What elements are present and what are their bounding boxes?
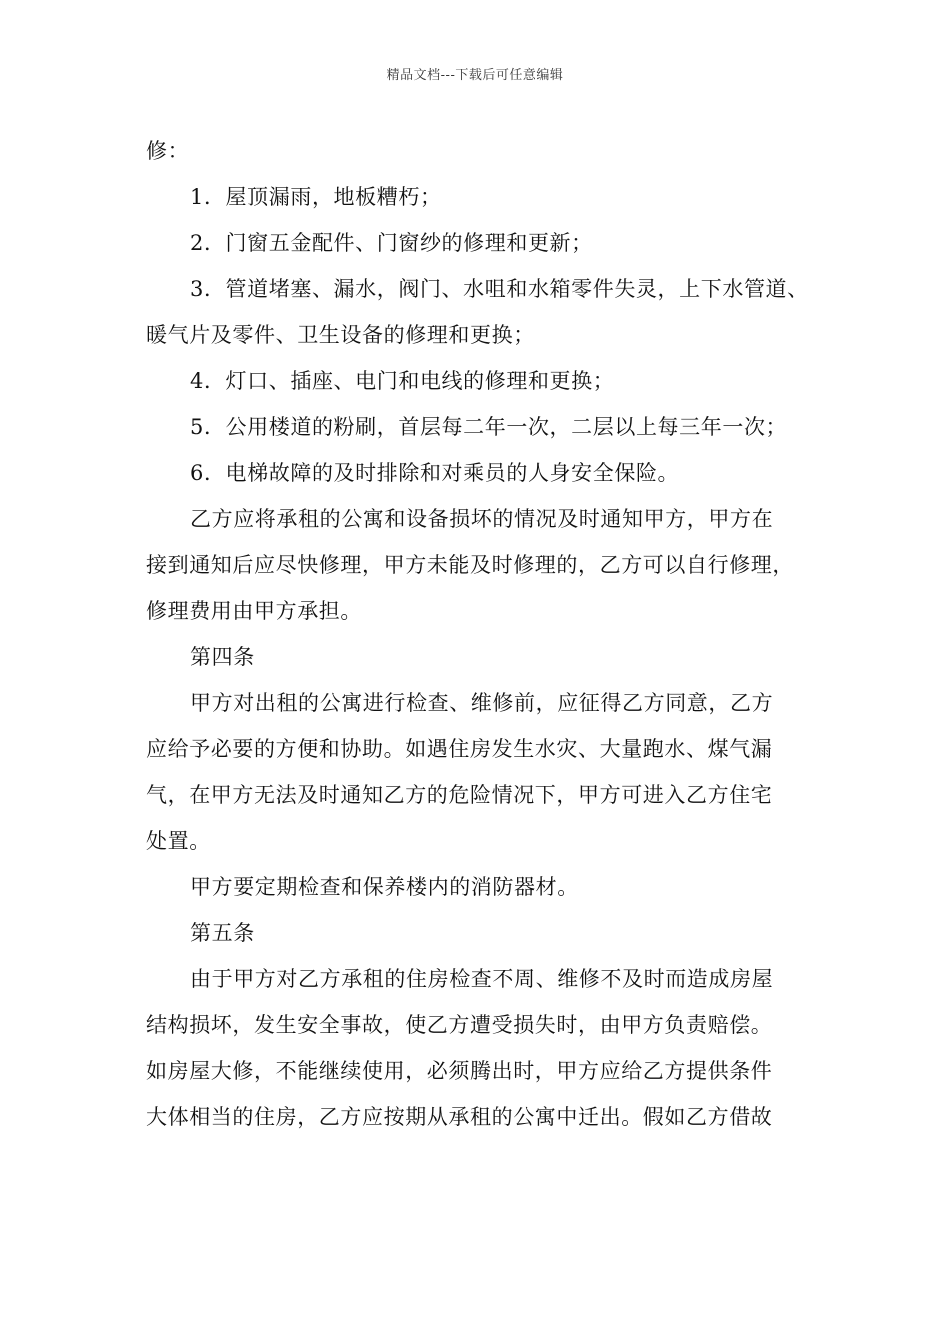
list-item-5: 5．公用楼道的粉刷，首层每二年一次，二层以上每三年一次；	[190, 415, 788, 439]
article-heading-4: 第四条	[190, 645, 255, 669]
paragraph-line: 修理费用由甲方承担。	[146, 599, 362, 623]
paragraph-line: 结构损坏，发生安全事故，使乙方遭受损失时，由甲方负责赔偿。	[146, 1013, 773, 1037]
list-item-6: 6．电梯故障的及时排除和对乘员的人身安全保险。	[190, 461, 680, 485]
list-item-3: 3．管道堵塞、漏水，阀门、水咀和水箱零件失灵，上下水管道、	[190, 277, 809, 301]
list-item-1: 1．屋顶漏雨，地板糟朽；	[190, 185, 442, 209]
paragraph-line: 接到通知后应尽快修理，甲方未能及时修理的，乙方可以自行修理，	[146, 553, 794, 577]
paragraph-line: 甲方要定期检查和保养楼内的消防器材。	[190, 875, 579, 899]
list-item-4: 4．灯口、插座、电门和电线的修理和更换；	[190, 369, 615, 393]
paragraph-line: 乙方应将承租的公寓和设备损坏的情况及时通知甲方，甲方在	[190, 507, 774, 531]
paragraph-line: 由于甲方对乙方承租的住房检查不周、维修不及时而造成房屋	[190, 967, 774, 991]
paragraph-line: 应给予必要的方便和协助。如遇住房发生水灾、大量跑水、煤气漏	[146, 737, 773, 761]
article-heading-5: 第五条	[190, 921, 255, 945]
page-header: 精品文档---下载后可任意编辑	[386, 68, 564, 83]
paragraph-line: 气，在甲方无法及时通知乙方的危险情况下，甲方可进入乙方住宅	[146, 783, 773, 807]
paragraph-line: 甲方对出租的公寓进行检查、维修前，应征得乙方同意，乙方	[190, 691, 774, 715]
paragraph-line: 大体相当的住房，乙方应按期从承租的公寓中迁出。假如乙方借故	[146, 1105, 773, 1129]
list-item-3-continued: 暖气片及零件、卫生设备的修理和更换；	[146, 323, 535, 347]
list-item-2: 2．门窗五金配件、门窗纱的修理和更新；	[190, 231, 593, 255]
paragraph-line: 处置。	[146, 829, 211, 853]
text-line: 修：	[146, 139, 190, 163]
paragraph-line: 如房屋大修，不能继续使用，必须腾出时，甲方应给乙方提供条件	[146, 1059, 773, 1083]
document-body	[146, 128, 826, 1140]
